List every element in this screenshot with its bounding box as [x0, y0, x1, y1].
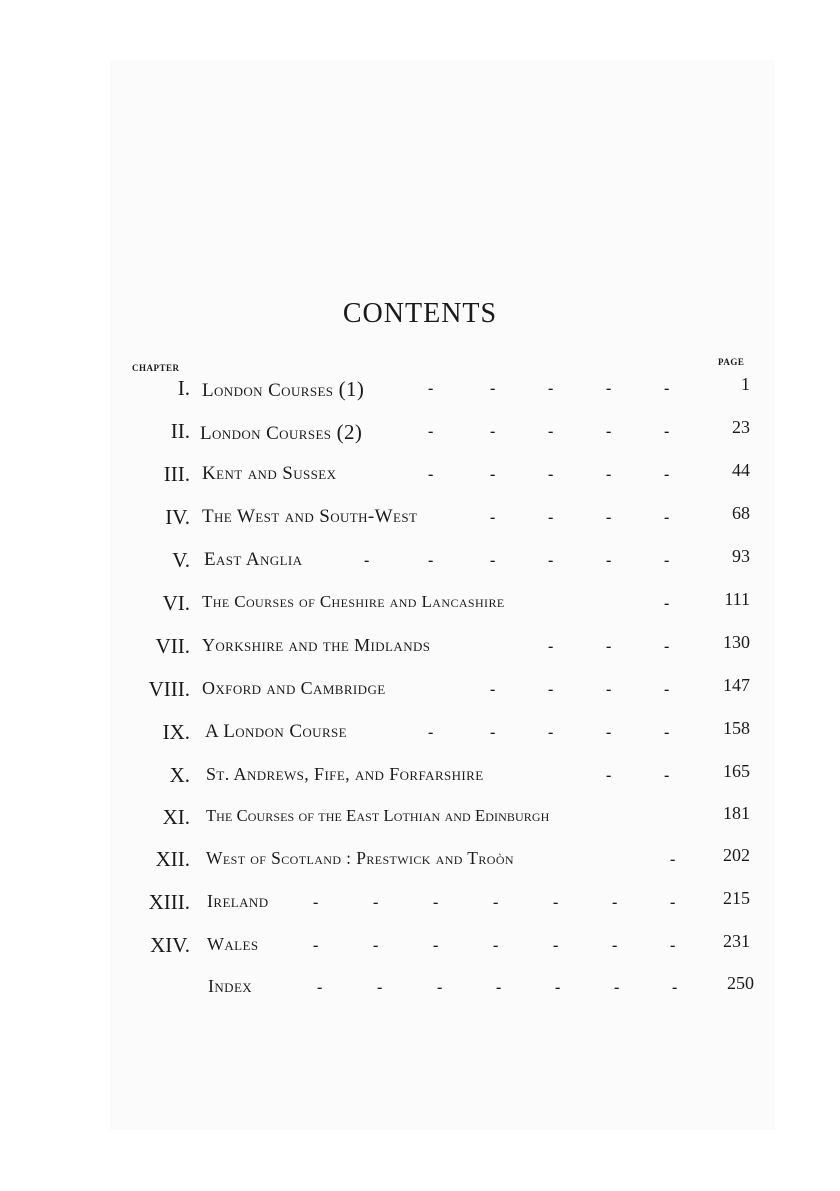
- chapter-number: IV.: [165, 505, 190, 529]
- page-number: 250: [727, 973, 754, 993]
- leader-dash: -: [664, 724, 670, 741]
- leader-dash: -: [664, 595, 670, 612]
- toc-entry[interactable]: [0, 888, 840, 918]
- toc-entry[interactable]: [0, 718, 840, 748]
- toc-entry[interactable]: [0, 931, 840, 961]
- leader-dash: -: [433, 937, 439, 954]
- leader-dash: -: [606, 638, 612, 655]
- leader-dash: -: [490, 509, 496, 526]
- toc-entry[interactable]: [0, 374, 840, 404]
- leader-dash: -: [313, 894, 319, 911]
- page-column-heading: PAGE: [718, 357, 745, 367]
- leader-dash: -: [490, 423, 496, 440]
- chapter-number: VIII.: [148, 677, 190, 701]
- chapter-number: VII.: [155, 634, 190, 658]
- chapter-number: XI.: [162, 805, 190, 829]
- leader-dash: -: [614, 979, 620, 996]
- leader-dash: -: [612, 937, 618, 954]
- leader-dash: -: [664, 380, 670, 397]
- page-number: 181: [723, 803, 750, 823]
- leader-dash: -: [548, 423, 554, 440]
- leader-dash: -: [672, 979, 678, 996]
- leader-dash: -: [664, 638, 670, 655]
- leader-dash: -: [428, 724, 434, 741]
- chapter-title: West of Scotland : Prestwick and Troòn: [206, 848, 515, 868]
- leader-dash: -: [670, 894, 676, 911]
- toc-entry[interactable]: [0, 417, 840, 447]
- leader-dash: -: [493, 894, 499, 911]
- page-number: 93: [732, 546, 750, 566]
- toc-entry[interactable]: [0, 973, 840, 1003]
- chapter-number: I.: [177, 376, 190, 400]
- page-number: 158: [723, 718, 750, 738]
- toc-entry[interactable]: [0, 503, 840, 533]
- leader-dash: -: [496, 979, 502, 996]
- leader-dash: -: [373, 894, 379, 911]
- toc-entry[interactable]: [0, 632, 840, 662]
- leader-dash: -: [490, 724, 496, 741]
- leader-dash: -: [493, 937, 499, 954]
- chapter-title: The Courses of the East Lothian and Edinburgh: [206, 806, 550, 825]
- leader-dash: -: [548, 509, 554, 526]
- chapter-title: St. Andrews, Fife, and Forfarshire: [206, 764, 484, 784]
- chapter-number: X.: [169, 763, 190, 787]
- leader-dash: -: [664, 466, 670, 483]
- page-number: 23: [732, 417, 750, 437]
- leader-dash: -: [548, 681, 554, 698]
- leader-dash: -: [555, 979, 561, 996]
- leader-dash: -: [548, 380, 554, 397]
- leader-dash: -: [664, 423, 670, 440]
- toc-entry[interactable]: [0, 546, 840, 576]
- page-number: 231: [723, 931, 750, 951]
- leader-dash: -: [606, 466, 612, 483]
- leader-dash: -: [548, 552, 554, 569]
- leader-dash: -: [548, 724, 554, 741]
- toc-entry[interactable]: [0, 589, 840, 619]
- leader-dash: -: [313, 937, 319, 954]
- leader-dash: -: [548, 638, 554, 655]
- chapter-title: East Anglia: [204, 549, 303, 570]
- leader-dash: -: [553, 894, 559, 911]
- chapter-title-suffix: (2): [336, 420, 363, 444]
- leader-dash: -: [433, 894, 439, 911]
- page-number: 1: [741, 374, 750, 394]
- chapter-title: The West and South-West: [202, 506, 418, 527]
- page-number: 202: [723, 845, 750, 865]
- page-number: 44: [732, 460, 750, 480]
- chapter-number: V.: [172, 548, 190, 572]
- leader-dash: -: [606, 681, 612, 698]
- leader-dash: -: [612, 894, 618, 911]
- leader-dash: -: [428, 466, 434, 483]
- leader-dash: -: [490, 681, 496, 698]
- page-number: 68: [732, 503, 750, 523]
- toc-entry[interactable]: [0, 803, 840, 833]
- leader-dash: -: [364, 552, 370, 569]
- leader-dash: -: [548, 466, 554, 483]
- page-number: 147: [723, 675, 750, 695]
- page-title: CONTENTS: [342, 298, 498, 329]
- leader-dash: -: [606, 380, 612, 397]
- leader-dash: -: [428, 423, 434, 440]
- chapter-title: London Courses (2): [200, 420, 363, 444]
- leader-dash: -: [664, 767, 670, 784]
- chapter-number: XIV.: [150, 933, 190, 957]
- chapter-title: A London Course: [205, 721, 348, 742]
- chapter-title: The Courses of Cheshire and Lancashire: [202, 592, 505, 611]
- chapter-number: IX.: [162, 720, 190, 744]
- leader-dash: -: [490, 552, 496, 569]
- page-number: 165: [723, 761, 750, 781]
- chapter-title-suffix: (1): [338, 377, 365, 401]
- toc-entry[interactable]: [0, 761, 840, 791]
- chapter-number: VI.: [162, 591, 190, 615]
- chapter-number: XIII.: [148, 890, 190, 914]
- leader-dash: -: [606, 552, 612, 569]
- leader-dash: -: [317, 979, 323, 996]
- leader-dash: -: [606, 509, 612, 526]
- index-title: Index: [208, 976, 253, 996]
- chapter-title: Yorkshire and the Midlands: [202, 635, 431, 655]
- toc-entry[interactable]: [0, 675, 840, 705]
- leader-dash: -: [664, 509, 670, 526]
- chapter-title: Wales: [207, 934, 259, 954]
- toc-entry[interactable]: [0, 845, 840, 875]
- chapter-number: XII.: [155, 847, 190, 871]
- chapter-title: Oxford and Cambridge: [202, 678, 386, 698]
- page-number: 111: [724, 589, 750, 609]
- chapter-title: London Courses (1): [202, 377, 365, 401]
- page-number: 130: [723, 632, 750, 652]
- leader-dash: -: [373, 937, 379, 954]
- leader-dash: -: [670, 937, 676, 954]
- leader-dash: -: [670, 851, 676, 868]
- leader-dash: -: [606, 423, 612, 440]
- leader-dash: -: [553, 937, 559, 954]
- leader-dash: -: [490, 380, 496, 397]
- leader-dash: -: [437, 979, 443, 996]
- chapter-number: II.: [170, 419, 190, 443]
- leader-dash: -: [377, 979, 383, 996]
- leader-dash: -: [664, 681, 670, 698]
- chapter-title: Kent and Sussex: [202, 463, 337, 484]
- chapter-number: III.: [163, 462, 190, 486]
- leader-dash: -: [428, 552, 434, 569]
- page-number: 215: [723, 888, 750, 908]
- leader-dash: -: [606, 724, 612, 741]
- chapter-column-heading: CHAPTER: [132, 363, 180, 373]
- toc-entry[interactable]: [0, 460, 840, 490]
- leader-dash: -: [606, 767, 612, 784]
- leader-dash: -: [428, 380, 434, 397]
- leader-dash: -: [664, 552, 670, 569]
- leader-dash: -: [490, 466, 496, 483]
- chapter-title: Ireland: [207, 891, 269, 911]
